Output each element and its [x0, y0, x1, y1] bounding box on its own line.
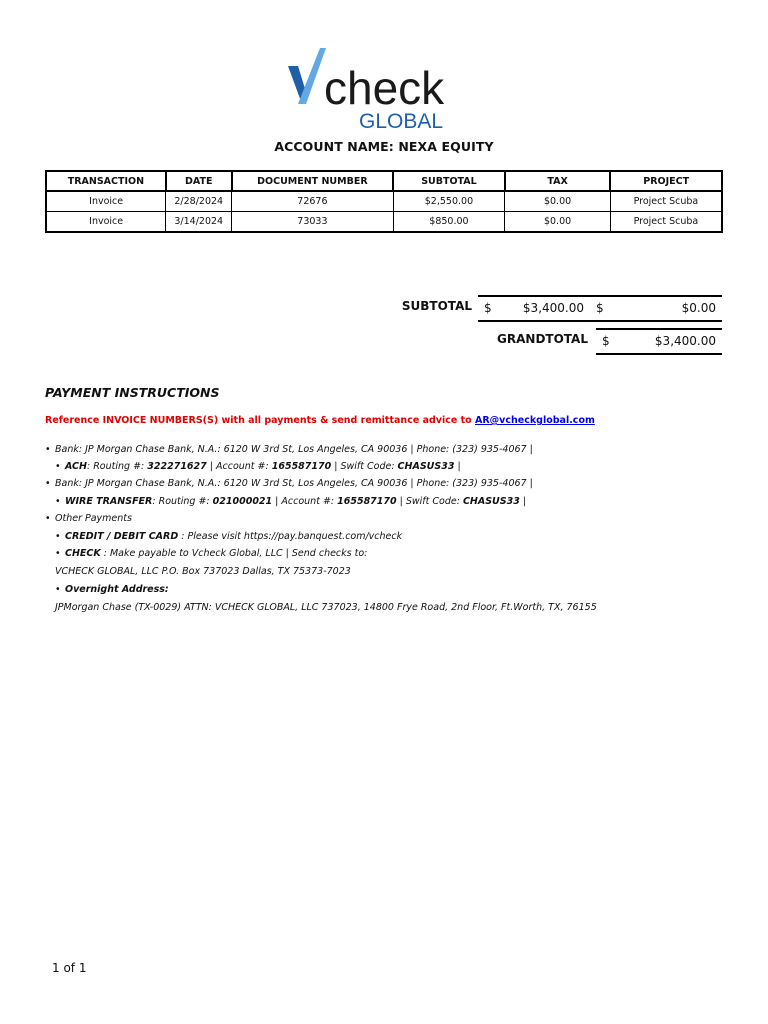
wire-routing-number: 021000021 — [212, 496, 273, 507]
header-subtotal: SUBTOTAL — [393, 171, 505, 191]
header-tax: TAX — [505, 171, 611, 191]
check-text: : Make payable to Vcheck Global, LLC | Send checks to: — [100, 548, 368, 559]
cell-tax: $0.00 — [505, 191, 611, 212]
cell-transaction: Invoice — [46, 191, 166, 212]
card-line — [55, 531, 402, 542]
cell-date: 3/14/2024 — [166, 212, 232, 233]
grandtotal-label: GRANDTOTAL — [497, 332, 588, 346]
subtotal-bottom-rule — [478, 320, 722, 322]
header-date: DATE — [166, 171, 232, 191]
cell-date: 2/28/2024 — [166, 191, 232, 212]
overnight-line — [55, 584, 169, 595]
logo-graphic — [284, 44, 454, 132]
bank-info-text: Bank: JP Morgan Chase Bank, N.A.: 6120 W 3rd St, Los Angeles, CA 90036 | Phone: (323) 935-4067 | — [55, 444, 533, 455]
check-address: VCHECK GLOBAL, LLC P.O. Box 737023 Dallas, TX 75373-7023 — [55, 566, 351, 577]
ach-account-number: 165587170 — [271, 461, 332, 472]
cell-subtotal: $2,550.00 — [393, 191, 505, 212]
account-name-heading: ACCOUNT NAME: NEXA EQUITY — [274, 139, 494, 154]
other-payments-label: Other Payments — [55, 513, 132, 524]
ach-routing-number: 322271627 — [147, 461, 207, 472]
overnight-label: Overnight Address: — [65, 584, 169, 595]
card-text: : Please visit https://pay.banquest.com/vcheck — [178, 531, 403, 542]
grandtotal-currency: $ — [602, 334, 610, 348]
subtotal-value: $3,400.00 — [522, 301, 584, 315]
wire-swift-prefix: | Swift Code: — [396, 496, 463, 507]
bullet-icon: • — [55, 584, 61, 595]
logo-text-main: check — [324, 62, 445, 114]
ach-swift-prefix: | Swift Code: — [331, 461, 398, 472]
bullet-icon: • — [55, 496, 61, 507]
cell-project: Project Scuba — [610, 212, 722, 233]
page-indicator: 1 of 1 — [52, 961, 87, 975]
other-payments-line — [45, 513, 132, 524]
tax-currency: $ — [596, 301, 604, 315]
remittance-email-link[interactable]: AR@vcheckglobal.com — [475, 415, 595, 426]
wire-swift-code: CHASUS33 — [462, 496, 520, 507]
cell-tax: $0.00 — [505, 212, 611, 233]
ach-swift-code: CHASUS33 — [397, 461, 455, 472]
wire-account-number: 165587170 — [337, 496, 397, 507]
vcheck-global-logo — [284, 44, 454, 132]
ach-line — [55, 461, 461, 472]
ach-account-prefix: | Account #: — [206, 461, 272, 472]
logo-check-stroke — [298, 48, 326, 104]
wire-line — [55, 496, 526, 507]
remittance-reference — [45, 415, 595, 426]
card-label: CREDIT / DEBIT CARD — [65, 531, 179, 542]
header-document-number: DOCUMENT NUMBER — [232, 171, 393, 191]
cell-document-number: 72676 — [232, 191, 393, 212]
cell-project: Project Scuba — [610, 191, 722, 212]
bullet-icon: • — [55, 461, 61, 472]
bullet-icon: • — [55, 548, 61, 559]
payment-instructions-title: PAYMENT INSTRUCTIONS — [45, 385, 220, 400]
bullet-icon: • — [45, 513, 51, 524]
wire-suffix: | — [519, 496, 527, 507]
bullet-icon: • — [45, 478, 51, 489]
check-line — [55, 548, 367, 559]
check-label: CHECK — [65, 548, 101, 559]
table-header-row — [46, 171, 722, 191]
header-project: PROJECT — [610, 171, 722, 191]
reference-text: Reference INVOICE NUMBERS(S) with all payments & send remittance advice to — [45, 415, 475, 426]
ach-suffix: | — [454, 461, 461, 472]
subtotal-top-rule — [478, 295, 722, 297]
grandtotal-value: $3,400.00 — [654, 334, 716, 348]
bullet-icon: • — [55, 531, 61, 542]
cell-subtotal: $850.00 — [393, 212, 505, 233]
grandtotal-bottom-rule — [596, 353, 722, 355]
wire-routing-prefix: : Routing #: — [152, 496, 213, 507]
grandtotal-top-rule — [596, 328, 722, 330]
table-row — [46, 191, 722, 212]
ach-routing-prefix: : Routing #: — [86, 461, 148, 472]
bullet-icon: • — [45, 444, 51, 455]
logo-text-sub: GLOBAL — [359, 110, 444, 132]
ach-label: ACH — [65, 461, 87, 472]
wire-account-prefix: | Account #: — [272, 496, 338, 507]
tax-total-value: $0.00 — [681, 301, 716, 315]
header-transaction: TRANSACTION — [46, 171, 166, 191]
wire-label: WIRE TRANSFER — [65, 496, 153, 507]
bank-line-ach — [45, 444, 533, 455]
overnight-address: JPMorgan Chase (TX-0029) ATTN: VCHECK GLOBAL, LLC 737023, 14800 Frye Road, 2nd Floor, Ft.Worth, TX, 76155 — [55, 602, 597, 613]
subtotal-label: SUBTOTAL — [401, 299, 472, 313]
transactions-table — [45, 170, 723, 233]
bank-info-text: Bank: JP Morgan Chase Bank, N.A.: 6120 W 3rd St, Los Angeles, CA 90036 | Phone: (323) 935-4067 | — [55, 478, 533, 489]
cell-transaction: Invoice — [46, 212, 166, 233]
bank-line-wire — [45, 478, 533, 489]
subtotal-currency: $ — [484, 301, 492, 315]
cell-document-number: 73033 — [232, 212, 393, 233]
table-row — [46, 212, 722, 233]
